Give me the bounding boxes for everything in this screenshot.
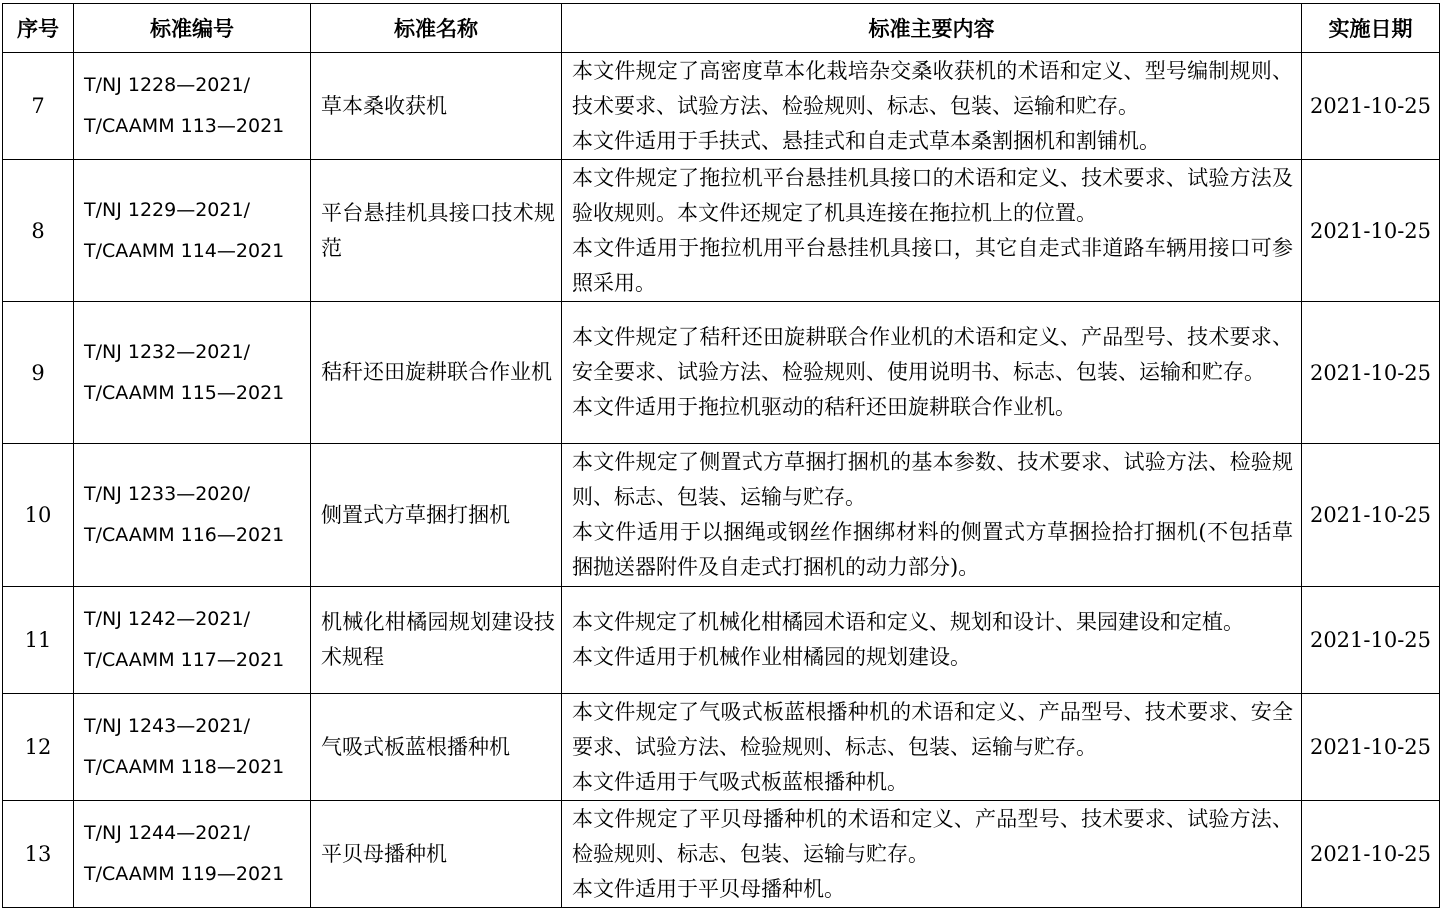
standard-name-cell: 机械化柑橘园规划建设技术规程 [311,587,562,694]
standard-code-line-2: T/CAAMM 113—2021 [84,115,285,137]
standard-code-cell [74,53,311,160]
table-row [3,53,1440,160]
standards-table [2,3,1440,908]
standard-name-cell: 秸秆还田旋耕联合作业机 [311,302,562,444]
implementation-date-cell: 2021-10-25 [1302,801,1440,908]
main-content-cell [562,53,1302,160]
standard-code-line-2: T/CAAMM 114—2021 [84,239,285,262]
implementation-date-cell: 2021-10-25 [1302,160,1440,302]
standard-name-cell: 侧置式方草捆打捆机 [311,444,562,587]
serial-no-cell: 13 [3,801,74,908]
standard-code-line-1: T/NJ 1228—2021/ [84,74,250,96]
header-implementation-date: 实施日期 [1302,4,1440,53]
main-content-cell [562,302,1302,444]
main-content-cell [562,694,1302,801]
table-row [3,694,1440,801]
implementation-date-cell: 2021-10-25 [1302,302,1440,444]
standard-code-line-1: T/NJ 1233—2020/ [84,483,250,505]
standard-code-cell [74,302,311,444]
table-row [3,160,1440,302]
table-row [3,302,1440,444]
content-applicability-paragraph: 本文件适用于机械作业柑橘园的规划建设。 [572,645,971,669]
content-scope-paragraph: 本文件规定了机械化柑橘园术语和定义、规划和设计、果园建设和定植。 [572,610,1244,634]
implementation-date-cell: 2021-10-25 [1302,53,1440,160]
standard-code-line-1: T/NJ 1229—2021/ [84,198,250,221]
standard-code-line-1: T/NJ 1244—2021/ [84,822,250,844]
main-content-cell [562,160,1302,302]
content-applicability-paragraph: 本文件适用于拖拉机用平台悬挂机具接口，其它自走式非道路车辆用接口可参照采用。 [572,235,1293,295]
standard-code-cell [74,160,311,302]
content-scope-paragraph: 本文件规定了侧置式方草捆打捆机的基本参数、技术要求、试验方法、检验规则、标志、包装、运输与贮存。 [572,450,1293,509]
implementation-date-cell: 2021-10-25 [1302,444,1440,587]
content-applicability-paragraph: 本文件适用于以捆绳或钢丝作捆绑材料的侧置式方草捆捡拾打捆机(不包括草捆抛送器附件及自走式打捆机的动力部分)。 [572,520,1293,579]
standard-code-line-1: T/NJ 1243—2021/ [84,715,250,737]
content-applicability-paragraph: 本文件适用于平贝母播种机。 [572,876,845,901]
standard-name-cell: 草本桑收获机 [311,53,562,160]
content-scope-paragraph: 本文件规定了拖拉机平台悬挂机具接口的术语和定义、技术要求、试验方法及验收规则。本文件还规定了机具连接在拖拉机上的位置。 [572,165,1293,225]
table-header-row [3,4,1440,53]
standard-code-line-2: T/CAAMM 118—2021 [84,756,285,778]
content-scope-paragraph: 本文件规定了气吸式板蓝根播种机的术语和定义、产品型号、技术要求、安全要求、试验方法、检验规则、标志、包装、运输与贮存。 [572,699,1293,759]
standard-code-line-2: T/CAAMM 116—2021 [84,524,285,546]
standard-code-line-2: T/CAAMM 115—2021 [84,381,285,404]
standard-name-cell: 平贝母播种机 [311,801,562,908]
content-applicability-paragraph: 本文件适用于拖拉机驱动的秸秆还田旋耕联合作业机。 [572,395,1076,419]
serial-no-cell: 9 [3,302,74,444]
table-row [3,444,1440,587]
content-applicability-paragraph: 本文件适用于手扶式、悬挂式和自走式草本桑割捆机和割铺机。 [572,128,1160,153]
serial-no-cell: 12 [3,694,74,801]
serial-no-cell: 8 [3,160,74,302]
standard-code-line-2: T/CAAMM 119—2021 [84,863,285,885]
content-scope-paragraph: 本文件规定了秸秆还田旋耕联合作业机的术语和定义、产品型号、技术要求、安全要求、试验方法、检验规则、使用说明书、标志、包装、运输和贮存。 [572,325,1293,384]
standard-code-cell [74,444,311,587]
standard-name-cell: 平台悬挂机具接口技术规范 [311,160,562,302]
implementation-date-cell: 2021-10-25 [1302,587,1440,694]
header-standard-name: 标准名称 [311,4,562,53]
main-content-cell [562,801,1302,908]
content-scope-paragraph: 本文件规定了高密度草本化栽培杂交桑收获机的术语和定义、型号编制规则、技术要求、试验方法、检验规则、标志、包装、运输和贮存。 [572,58,1293,118]
implementation-date-cell: 2021-10-25 [1302,694,1440,801]
content-applicability-paragraph: 本文件适用于气吸式板蓝根播种机。 [572,769,908,794]
standard-name-cell: 气吸式板蓝根播种机 [311,694,562,801]
content-scope-paragraph: 本文件规定了平贝母播种机的术语和定义、产品型号、技术要求、试验方法、检验规则、标志、包装、运输与贮存。 [572,806,1293,866]
standard-code-cell [74,694,311,801]
standard-code-cell [74,587,311,694]
main-content-cell [562,444,1302,587]
table-row [3,801,1440,908]
standard-code-line-1: T/NJ 1232—2021/ [84,340,250,363]
header-main-content: 标准主要内容 [562,4,1302,53]
standard-code-line-1: T/NJ 1242—2021/ [84,608,250,630]
serial-no-cell: 7 [3,53,74,160]
serial-no-cell: 10 [3,444,74,587]
main-content-cell [562,587,1302,694]
standard-code-cell [74,801,311,908]
serial-no-cell: 11 [3,587,74,694]
table-row [3,587,1440,694]
header-standard-code: 标准编号 [74,4,311,53]
header-serial-no: 序号 [3,4,74,53]
standard-code-line-2: T/CAAMM 117—2021 [84,649,285,671]
